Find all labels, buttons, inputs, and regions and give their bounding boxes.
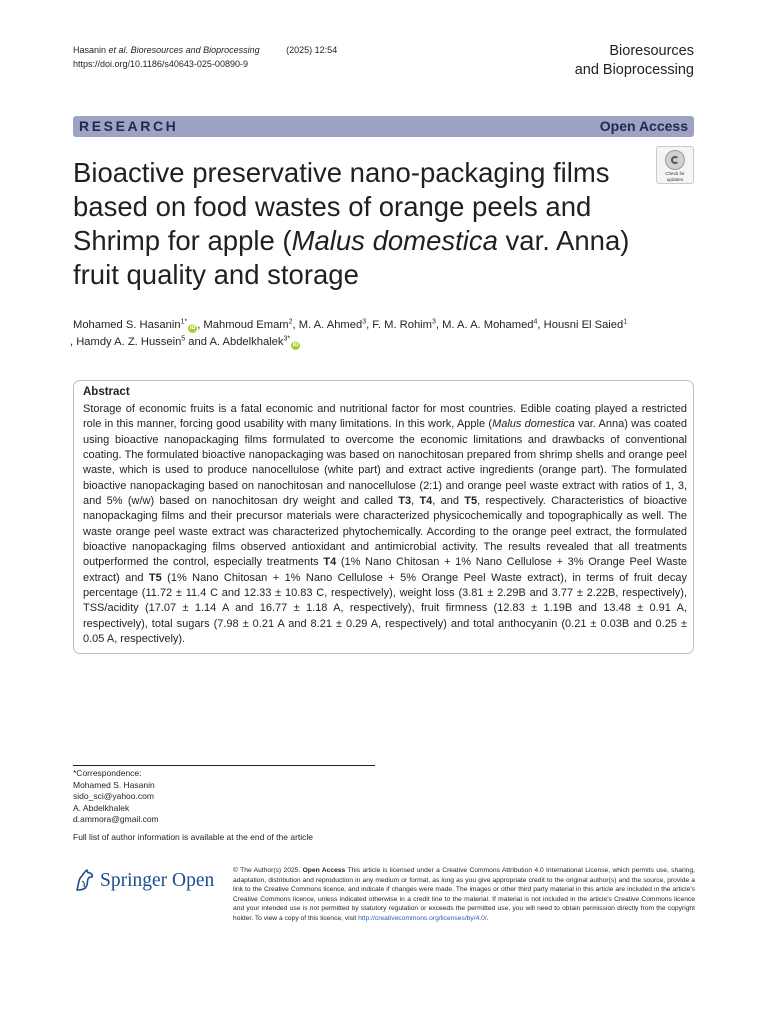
license-body: This article is licensed under a Creative Commons Attribution 4.0 International License, which permits use, sharing, adaptation, distribution and reproduction in any medium or format, as long as you give appropriate credit to the original author(s) and the source, provide a link to the Creative Commons licence, and indicate if changes were made. The images or other third party material in this article are included in the article's Creative Commons licence, unless indicated otherwise in a credit line to the material. If material is not included in the article's Creative Commons licence and your intended use is not permitted by statutory regulation or exceeds the permitted use, you will need to obtain permission directly from the copyright holder. To view a copy of this licence, visit [233,867,695,922]
correspondence-email[interactable]: d.ammora@gmail.com [73,814,159,825]
author-info-note: Full list of author information is available at the end of the article [73,832,314,842]
citation-et-al: et al. [108,45,129,55]
author-name: , F. M. Rohim [366,319,432,331]
crossmark-line1: Check for [665,171,685,176]
license-copyright: © The Author(s) 2025. [233,867,303,874]
treatment-label: T3 [398,495,412,508]
author-name: , Housni El Saied [537,319,624,331]
springer-horse-icon [73,868,95,892]
journal-name [575,42,694,80]
abstract-box [73,380,694,654]
abstract-text: (1% Nano Chitosan + 1% Nano Cellulose + 3% Orange Peel Waste extract) and [83,556,687,584]
treatment-label: T4 [323,556,337,569]
correspondence-name: A. Abdelkhalek [73,802,130,813]
license-suffix: . [486,914,489,922]
license-text [233,866,695,924]
author-affiliation: 4 [533,318,538,326]
abstract-text: , respectively. Characteristics of bioactive nanopackaging films and their precursor materials were characterized physicochemically and topographically as well. The waste orange peel waste extract was characterized phytochemically. According to the orange peel extract, the formulated bioactive nanopackaging films observed antioxidant and antimicrobial activity. The results revealed that all treatments outperformed the control, especially treatments [83,495,688,569]
crossmark-text [657,171,693,182]
footnote-divider [73,765,375,766]
correspondence-email[interactable]: sido_sci@yahoo.com [73,791,154,802]
author-affiliation: 3* [283,335,291,343]
treatment-label: T5 [148,571,162,584]
citation-text [73,45,260,55]
crossmark-icon [665,150,685,170]
journal-name-line2: and Bioprocessing [574,62,694,78]
citation-journal: Bioresources and Bioprocessing [130,45,260,55]
author-name: , Hamdy A. Z. Hussein [70,336,182,348]
author-affiliation: 5 [181,335,186,343]
orcid-icon[interactable]: iD [189,325,196,331]
author-affiliation: 2 [288,318,293,326]
title-text-2: var. Anna) fruit quality and storage [73,225,630,290]
author-name: , Mahmoud Emam [197,319,289,331]
crossmark-line2: updates [666,176,684,182]
author-name: , M. A. Ahmed [292,319,363,331]
abstract-text: Storage of economic fruits is a fatal economic and nutritional factor for most countries. Edible coating played a restricted role in this manner, forcing good usability with many limitations. In this work, Apple ( [83,403,687,431]
correspondence-name: Mohamed S. Hasanin [73,779,155,790]
citation-year-volume: (2025) 12:54 [286,45,338,55]
author-name: and A. Abdelkhalek [185,336,284,348]
title-species: Malus domestica [291,225,498,256]
author-affiliation: 1* [180,318,188,326]
author-name: , M. A. A. Mohamed [435,319,534,331]
abstract-species: Malus domestica [492,418,575,431]
publisher-brand: Springer [100,870,168,891]
orcid-icon[interactable]: iD [292,342,299,348]
check-for-updates-badge[interactable] [656,146,694,184]
citation-line [73,43,337,57]
title-text-1: Bioactive preservative nano-packaging films based on food wastes of orange peels and Shrimp for apple ( [73,157,610,256]
citation-author: Hasanin [73,45,109,55]
license-link[interactable]: http://creativecommons.org/licenses/by/4.0/ [358,914,487,922]
section-label: RESEARCH [79,118,179,134]
license-open-access: Open Access [302,867,346,874]
abstract-text: (1% Nano Chitosan + 1% Nano Cellulose + 5% Orange Peel Waste extract), in terms of fruit decay percentage (11.72 ± 11.4 C and 12.33 ± 10.83 C, respectively), weight loss (3.81 ± 2.29B and 3.77 ± 2.22B, respectively), TSS/acidity (17.07 ± 1.14 A and 16.77 ± 1.18 A, respectively), fruit firmness (12.83 ± 1.19B and 13.48 ± 0.91 A, respectively), total sugars (7.98 ± 0.21 A and 8.21 ± 0.29 A, respectively) and total anthocyanin (0.21 ± 0.03B and 0.25 ± 0.05 A, respectively). [83,571,687,646]
treatment-label: T5 [464,495,478,508]
author-list [70,317,695,351]
abstract-text: , and [432,495,465,508]
author-affiliation: 3 [362,318,367,326]
publisher-brand-suffix: Open [172,870,215,891]
abstract-body [83,402,687,648]
doi-link[interactable]: https://doi.org/10.1186/s40643-025-00890-9 [73,59,248,69]
author-affiliation: 3 [431,318,436,326]
treatment-label: T4 [419,495,433,508]
section-bar [73,116,694,137]
publisher-name [100,870,214,892]
open-access-label: Open Access [599,118,688,134]
abstract-text: var. Anna) was coated using bioactive nanopackaging films formulated to overcome the economic limitations and drawbacks of conventional coating. The formulated bioactive nanopackaging was based on nanochitosan prepared from shrimp shells and orange peel waste, which is used to produce nanocellulose (white part) and extract active ingredients (orange part). The formulated bioactive nanopackaging based on nanochitosan and nanocellulose (2:1) and orange peel waste extract with ratios of 1, 3, and 5% (w/w) based on nanochitosan dry weight and called [83,418,687,508]
correspondence [73,768,159,826]
author-affiliation: 1 [623,318,628,326]
author-name: Mohamed S. Hasanin [73,319,181,331]
abstract-text: , [411,495,420,508]
article-title [73,156,633,292]
abstract-heading: Abstract [83,386,130,398]
correspondence-label: *Correspondence: [73,768,142,778]
running-header [73,43,337,71]
journal-name-line1: Bioresources [609,43,694,59]
